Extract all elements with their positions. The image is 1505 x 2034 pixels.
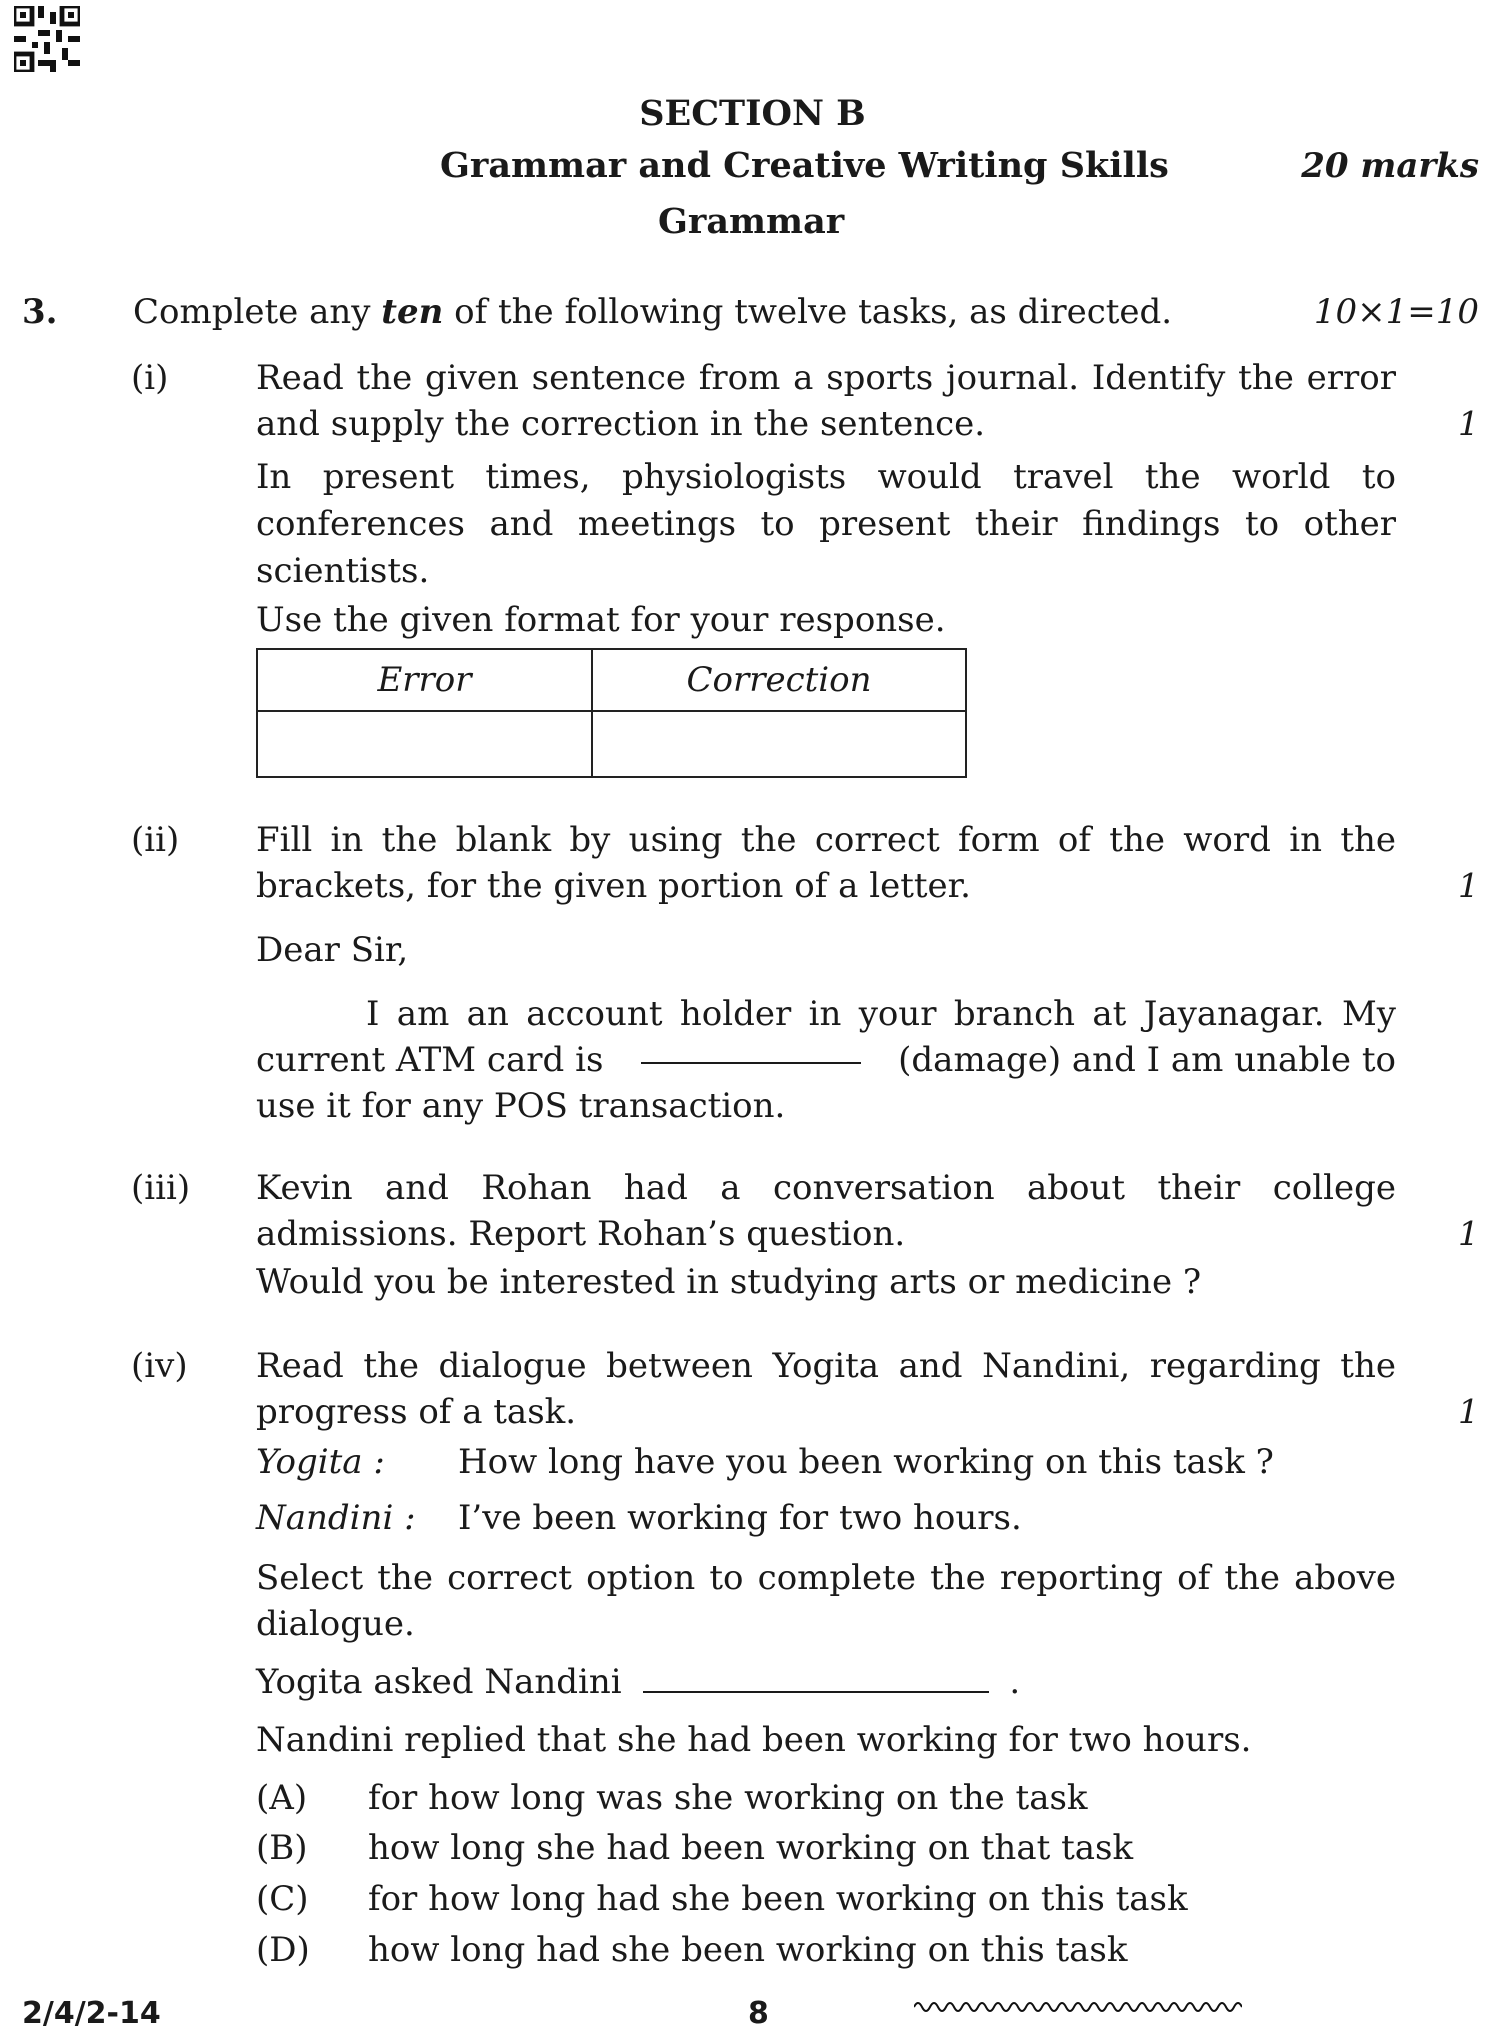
option-text[interactable]: for how long was she working on the task: [368, 1778, 1088, 1818]
subquestion-marks: 1: [1458, 866, 1479, 905]
reply-line: Nandini replied that she had been working for two hours.: [256, 1720, 1252, 1760]
paper-code: 2/4/2-14: [22, 1996, 161, 2031]
speaker-line: How long have you been working on this task ?: [458, 1442, 1274, 1482]
subquestion-label: (ii): [131, 820, 180, 860]
subquestion-label: (iii): [131, 1168, 191, 1208]
subquestion-marks: 1: [1458, 404, 1479, 443]
section-title: SECTION B: [639, 93, 866, 134]
subquestion-marks: 1: [1458, 1392, 1479, 1431]
section-subheading: Grammar: [658, 201, 845, 242]
option-label: (D): [256, 1930, 310, 1970]
subquestion-marks: 1: [1458, 1214, 1479, 1253]
subquestion-text: Fill in the blank by using the correct form of the word in the: [256, 820, 1396, 860]
option-text[interactable]: how long had she been working on this task: [368, 1930, 1128, 1970]
question-instruction: [133, 290, 1172, 334]
letter-salutation: Dear Sir,: [256, 930, 409, 970]
question-marks: 10×1=10: [1313, 292, 1479, 332]
option-label: (C): [256, 1879, 309, 1919]
option-text[interactable]: for how long had she been working on this task: [368, 1879, 1188, 1919]
report-line: [256, 1660, 1020, 1704]
report-end: .: [1009, 1662, 1021, 1702]
question-number: 3.: [22, 292, 58, 332]
option-text[interactable]: how long she had been working on that task: [368, 1828, 1134, 1868]
subquestion-label: (i): [131, 358, 169, 398]
option-label: (B): [256, 1828, 308, 1868]
instruction-text-end: of the following twelve tasks, as directed.: [443, 292, 1173, 332]
format-note: Use the given format for your response.: [256, 600, 946, 640]
table-header-error: Error: [257, 649, 592, 711]
subquestion-text: admissions. Report Rohan’s question.: [256, 1214, 906, 1254]
section-marks: 20 marks: [1301, 146, 1479, 186]
letter-text: current ATM card is: [256, 1040, 604, 1080]
table-cell-correction[interactable]: [592, 711, 966, 777]
fill-blank[interactable]: [643, 1667, 989, 1693]
table-header-correction: Correction: [592, 649, 966, 711]
letter-line: I am an account holder in your branch at Jayanagar. My: [366, 994, 1396, 1034]
subquestion-text: Kevin and Rohan had a conversation about their college: [256, 1168, 1396, 1208]
direct-question: Would you be interested in studying arts or medicine ?: [256, 1262, 1202, 1302]
instruction-text: Complete any: [133, 292, 382, 332]
subquestion-text: progress of a task.: [256, 1392, 577, 1432]
subquestion-text: brackets, for the given portion of a letter.: [256, 866, 971, 906]
instruction-emphasis: ten: [381, 292, 444, 332]
table-cell-error[interactable]: [257, 711, 592, 777]
subquestion-text: Select the correct option to complete the reporting of the above: [256, 1558, 1396, 1598]
letter-line-blank: [256, 1038, 1396, 1082]
subquestion-text: and supply the correction in the sentence.: [256, 404, 986, 444]
passage-line: conferences and meetings to present their findings to other: [256, 504, 1396, 544]
passage-line: In present times, physiologists would travel the world to: [256, 457, 1396, 497]
subquestion-text: Read the dialogue between Yogita and Nandini, regarding the: [256, 1346, 1396, 1386]
wavy-line-icon: [914, 1996, 1242, 2018]
page-number: 8: [748, 1996, 769, 2031]
response-table: [256, 648, 967, 778]
qr-code-icon: [14, 6, 80, 72]
speaker-name: Yogita :: [256, 1442, 385, 1482]
subquestion-text: dialogue.: [256, 1604, 415, 1644]
speaker-line: I’ve been working for two hours.: [458, 1498, 1022, 1538]
subquestion-label: (iv): [131, 1346, 188, 1386]
option-label: (A): [256, 1778, 308, 1818]
fill-blank[interactable]: [641, 1038, 861, 1064]
report-text: Yogita asked Nandini: [256, 1662, 622, 1702]
passage-line: scientists.: [256, 551, 430, 591]
section-subtitle: Grammar and Creative Writing Skills: [440, 145, 1169, 186]
letter-line: use it for any POS transaction.: [256, 1086, 786, 1126]
letter-text: (damage) and I am unable to: [898, 1040, 1396, 1080]
subquestion-text: Read the given sentence from a sports journal. Identify the error: [256, 358, 1396, 398]
speaker-name: Nandini :: [256, 1498, 416, 1538]
